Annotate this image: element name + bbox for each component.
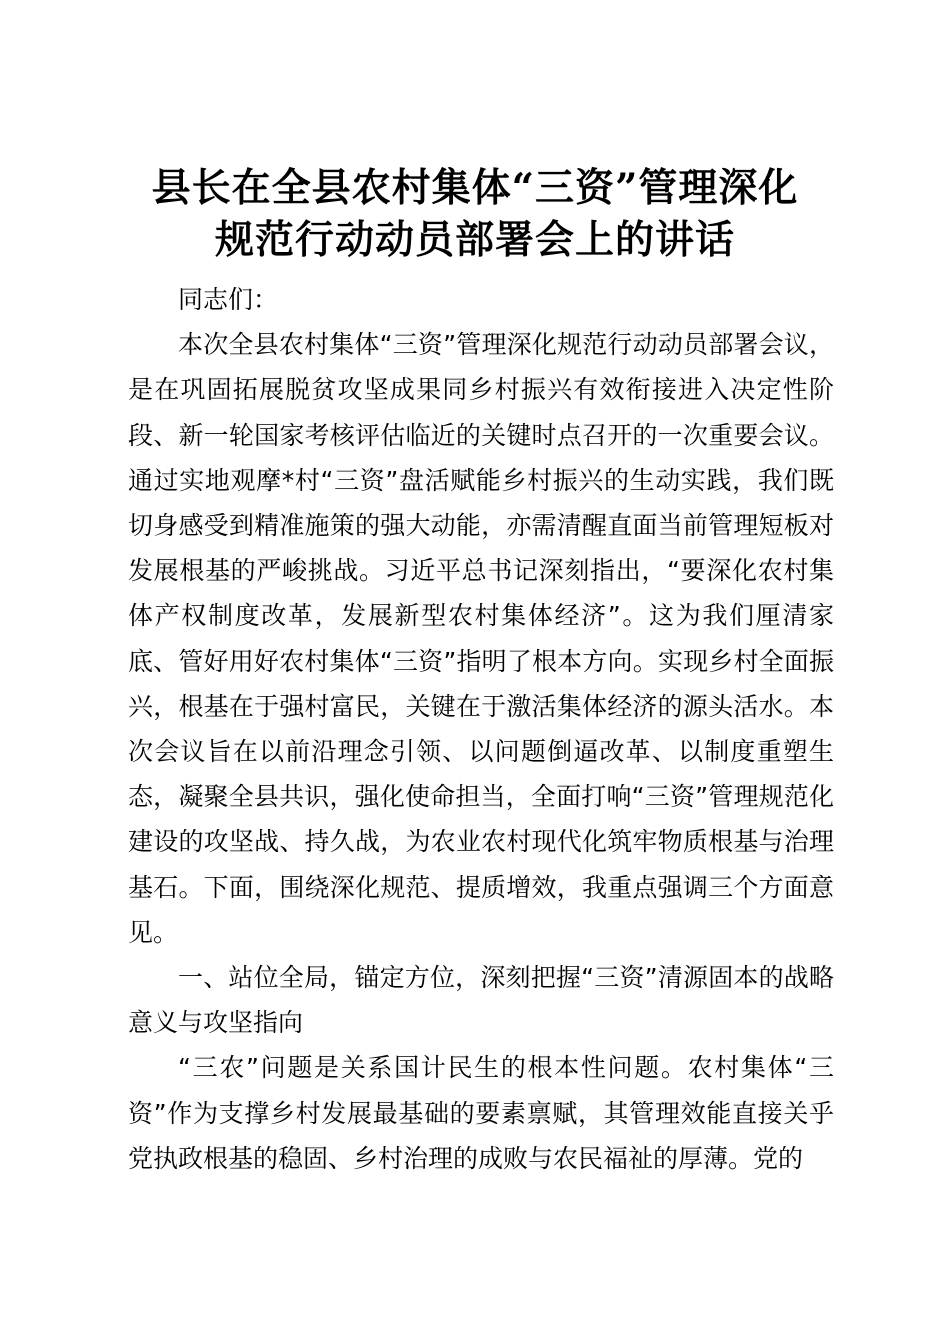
title-line-2: 规范行动动员部署会上的讲话 [214,217,735,263]
paragraph-2: “三农”问题是关系国计民生的根本性问题。农村集体“三资”作为支撑乡村发展最基础的要素禀赋，其管理效能直接关乎党执政根基的稳固、乡村治理的成败与农民福祉的厚薄。党的 [128,1053,834,1173]
section-1-heading: 一、站位全局，锚定方位，深刻把握“三资”清源固本的战略意义与攻坚指向 [128,963,834,1038]
document-title [100,162,850,266]
salutation: 同志们： [178,285,279,314]
title-line-1: 县长在全县农村集体“三资”管理深化 [151,165,799,211]
paragraph-1: 本次全县农村集体“三资”管理深化规范行动动员部署会议，是在巩固拓展脱贫攻坚成果同乡村振兴有效衔接进入决定性阶段、新一轮国家考核评估临近的关键时点召开的一次重要会议。通过实地观摩*村“三资”盘活赋能乡村振兴的生动实践，我们既切身感受到精准施策的强大动能，亦需清醒直面当前管理短板对发展根基的严峻挑战。习近平总书记深刻指出，“要深化农村集体产权制度改革，发展新型农村集体经济”。这为我们厘清家底、管好用好农村集体“三资”指明了根本方向。实现乡村全面振兴，根基在于强村富民，关键在于激活集体经济的源头活水。本次会议旨在以前沿理念引领、以问题倒逼改革、以制度重塑生态，凝聚全县共识，强化使命担当，全面打响“三资”管理规范化建设的攻坚战、持久战，为农业农村现代化筑牢物质根基与治理基石。下面，围绕深化规范、提质增效，我重点强调三个方面意见。 [128,330,834,947]
document-body [128,277,834,1181]
